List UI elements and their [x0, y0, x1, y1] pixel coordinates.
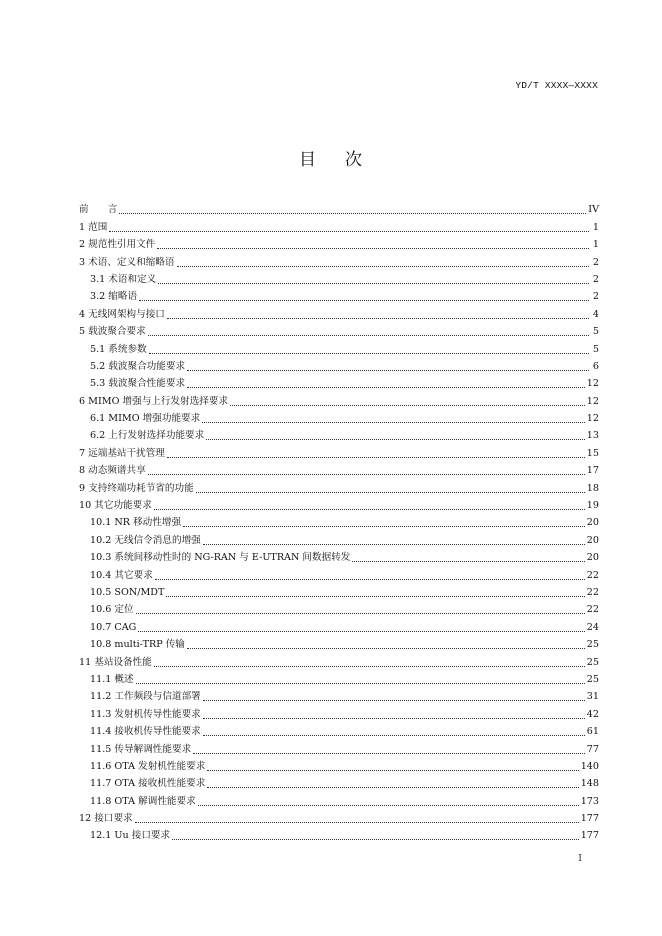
- toc-dot-leader: [203, 717, 585, 719]
- toc-dot-leader: [187, 369, 589, 371]
- toc-entry[interactable]: [79, 269, 599, 286]
- table-of-contents: [79, 199, 599, 842]
- toc-entry-page: 1: [592, 221, 599, 233]
- toc-entry[interactable]: [79, 721, 599, 738]
- toc-entry-page: 12: [586, 378, 599, 390]
- toc-entry[interactable]: [79, 356, 599, 373]
- toc-entry-page: 31: [586, 691, 599, 703]
- toc-dot-leader: [203, 734, 585, 736]
- toc-entry[interactable]: [79, 756, 599, 773]
- toc-entry-page: 12: [586, 413, 599, 425]
- toc-dot-leader: [196, 491, 585, 493]
- toc-entry-page: 177: [580, 813, 599, 825]
- toc-entry[interactable]: [79, 477, 599, 494]
- toc-dot-leader: [187, 647, 585, 649]
- toc-entry-label: 6 MIMO 增强与上行发射选择要求: [79, 395, 229, 407]
- toc-dot-leader: [206, 438, 585, 440]
- toc-entry[interactable]: [79, 547, 599, 564]
- toc-entry[interactable]: [79, 321, 599, 338]
- toc-entry-page: 22: [586, 604, 599, 616]
- toc-entry[interactable]: [79, 790, 599, 807]
- toc-entry-page: 177: [580, 830, 599, 842]
- toc-entry-label: 11.2 工作频段与信道部署: [90, 691, 201, 703]
- toc-dot-leader: [207, 786, 578, 788]
- toc-entry[interactable]: [79, 216, 599, 233]
- toc-entry[interactable]: [79, 808, 599, 825]
- toc-entry-page: 17: [586, 465, 599, 477]
- toc-entry-label: 3.1 术语和定义: [90, 273, 157, 285]
- toc-dot-leader: [187, 386, 585, 388]
- toc-entry-label: 10 其它功能要求: [79, 500, 152, 512]
- toc-entry-page: 15: [586, 447, 599, 459]
- toc-entry[interactable]: [79, 686, 599, 703]
- toc-dot-leader: [157, 247, 589, 249]
- toc-entry-label: 6.1 MIMO 增强功能要求: [90, 413, 201, 425]
- toc-entry[interactable]: [79, 495, 599, 512]
- toc-dot-leader: [193, 752, 585, 754]
- toc-entry-page: 5: [592, 326, 599, 338]
- toc-entry-label: 前 言: [79, 204, 118, 216]
- toc-entry-page: 25: [586, 656, 599, 668]
- title-char-2: 次: [345, 150, 363, 170]
- toc-entry-page: 173: [580, 795, 599, 807]
- page-title: [0, 145, 662, 170]
- toc-entry-label: 11.8 OTA 解调性能要求: [90, 795, 196, 807]
- toc-entry-label: 12.1 Uu 接口要求: [90, 830, 171, 842]
- toc-entry-label: 10.2 无线信令消息的增强: [90, 534, 201, 546]
- toc-entry[interactable]: [79, 425, 599, 442]
- page-number: I: [578, 853, 582, 864]
- toc-entry-label: 11.1 概述: [90, 673, 134, 685]
- toc-entry[interactable]: [79, 251, 599, 268]
- toc-entry-label: 10.4 其它要求: [90, 569, 153, 581]
- toc-entry-label: 7 远端基站干扰管理: [79, 447, 165, 459]
- toc-dot-leader: [203, 699, 585, 701]
- toc-dot-leader: [109, 230, 589, 232]
- toc-entry-page: 20: [586, 517, 599, 529]
- toc-entry[interactable]: [79, 616, 599, 633]
- toc-entry-label: 11.4 接收机传导性能要求: [90, 726, 201, 738]
- toc-entry-label: 11.5 传导解调性能要求: [90, 743, 192, 755]
- toc-entry-label: 11.3 发射机传导性能要求: [90, 708, 201, 720]
- toc-entry-label: 5.2 载波聚合功能要求: [90, 360, 186, 372]
- toc-entry[interactable]: [79, 669, 599, 686]
- toc-entry-page: 20: [586, 534, 599, 546]
- toc-entry[interactable]: [79, 564, 599, 581]
- toc-dot-leader: [149, 352, 589, 354]
- toc-dot-leader: [177, 265, 590, 267]
- toc-entry[interactable]: [79, 338, 599, 355]
- toc-dot-leader: [136, 612, 585, 614]
- toc-entry-page: 20: [586, 552, 599, 564]
- toc-entry-label: 5 载波聚合要求: [79, 326, 146, 338]
- toc-entry-page: 5: [592, 343, 599, 355]
- toc-entry-label: 10.1 NR 移动性增强: [90, 517, 182, 529]
- toc-entry[interactable]: [79, 199, 599, 216]
- document-code: YD/T XXXX—XXXX: [515, 80, 598, 91]
- toc-entry[interactable]: [79, 529, 599, 546]
- toc-entry-label: 3.2 缩略语: [90, 291, 138, 303]
- toc-entry-page: 42: [586, 708, 599, 720]
- toc-dot-leader: [167, 317, 589, 319]
- toc-entry-page: 2: [592, 273, 599, 285]
- toc-entry-label: 11.7 OTA 接收机性能要求: [90, 778, 206, 790]
- toc-entry[interactable]: [79, 825, 599, 842]
- toc-entry[interactable]: [79, 773, 599, 790]
- toc-dot-leader: [166, 595, 584, 597]
- toc-entry[interactable]: [79, 512, 599, 529]
- toc-dot-leader: [198, 804, 579, 806]
- toc-entry-label: 6.2 上行发射选择功能要求: [90, 430, 205, 442]
- toc-entry[interactable]: [79, 390, 599, 407]
- toc-entry-page: 24: [586, 621, 599, 633]
- toc-entry[interactable]: [79, 651, 599, 668]
- toc-dot-leader: [183, 525, 585, 527]
- toc-entry-page: 12: [586, 395, 599, 407]
- toc-dot-leader: [138, 630, 584, 632]
- toc-entry[interactable]: [79, 460, 599, 477]
- toc-entry[interactable]: [79, 442, 599, 459]
- toc-entry-page: 13: [586, 430, 599, 442]
- toc-entry[interactable]: [79, 599, 599, 616]
- toc-entry-page: IV: [588, 204, 599, 216]
- toc-entry-label: 12 接口要求: [79, 813, 133, 825]
- toc-entry-page: 6: [592, 360, 599, 372]
- toc-entry-page: 19: [586, 500, 599, 512]
- toc-dot-leader: [352, 560, 584, 562]
- toc-entry-page: 140: [580, 760, 599, 772]
- toc-entry-page: 77: [586, 743, 599, 755]
- toc-entry-page: 22: [586, 569, 599, 581]
- toc-dot-leader: [148, 334, 589, 336]
- toc-entry-page: 2: [592, 291, 599, 303]
- toc-entry-label: 10.6 定位: [90, 604, 134, 616]
- title-char-1: 目: [299, 150, 317, 170]
- toc-entry-label: 9 支持终端功耗节省的功能: [79, 482, 194, 494]
- toc-entry[interactable]: [79, 738, 599, 755]
- toc-entry-page: 4: [592, 308, 599, 320]
- toc-entry[interactable]: [79, 234, 599, 251]
- toc-entry-label: 11 基站设备性能: [79, 656, 152, 668]
- toc-entry[interactable]: [79, 408, 599, 425]
- toc-dot-leader: [230, 404, 585, 406]
- toc-entry-label: 10.8 multi-TRP 传输: [90, 639, 185, 651]
- toc-dot-leader: [203, 543, 585, 545]
- toc-dot-leader: [202, 421, 585, 423]
- toc-entry-label: 2 规范性引用文件: [79, 239, 156, 251]
- toc-dot-leader: [154, 665, 585, 667]
- toc-entry-label: 10.3 系统间移动性时的 NG-RAN 与 E-UTRAN 间数据转发: [90, 552, 351, 564]
- toc-entry[interactable]: [79, 582, 599, 599]
- toc-dot-leader: [119, 212, 586, 214]
- toc-entry-label: 8 动态频谱共享: [79, 465, 146, 477]
- toc-entry-label: 10.7 CAG: [90, 621, 137, 633]
- toc-dot-leader: [154, 508, 585, 510]
- toc-dot-leader: [167, 456, 585, 458]
- toc-entry-page: 22: [586, 586, 599, 598]
- toc-dot-leader: [148, 473, 585, 475]
- toc-entry-label: 5.1 系统参数: [90, 343, 147, 355]
- toc-entry-page: 61: [586, 726, 599, 738]
- toc-entry-label: 5.3 载波聚合性能要求: [90, 378, 186, 390]
- toc-dot-leader: [136, 682, 585, 684]
- toc-entry-page: 148: [580, 778, 599, 790]
- toc-entry[interactable]: [79, 303, 599, 320]
- toc-dot-leader: [172, 838, 579, 840]
- toc-entry[interactable]: [79, 286, 599, 303]
- toc-entry-page: 18: [586, 482, 599, 494]
- toc-entry-label: 10.5 SON/MDT: [90, 586, 165, 598]
- toc-entry-page: 1: [592, 239, 599, 251]
- toc-dot-leader: [135, 821, 579, 823]
- toc-dot-leader: [207, 769, 578, 771]
- toc-entry[interactable]: [79, 373, 599, 390]
- toc-entry-label: 4 无线网架构与接口: [79, 308, 165, 320]
- toc-entry-page: 2: [592, 256, 599, 268]
- toc-entry-page: 25: [586, 639, 599, 651]
- toc-entry-label: 11.6 OTA 发射机性能要求: [90, 760, 206, 772]
- toc-dot-leader: [139, 299, 589, 301]
- toc-entry[interactable]: [79, 703, 599, 720]
- toc-entry-label: 1 范围: [79, 221, 108, 233]
- toc-dot-leader: [158, 282, 589, 284]
- toc-entry-label: 3 术语、定义和缩略语: [79, 256, 175, 268]
- toc-entry-page: 25: [586, 673, 599, 685]
- toc-entry[interactable]: [79, 634, 599, 651]
- toc-dot-leader: [155, 578, 585, 580]
